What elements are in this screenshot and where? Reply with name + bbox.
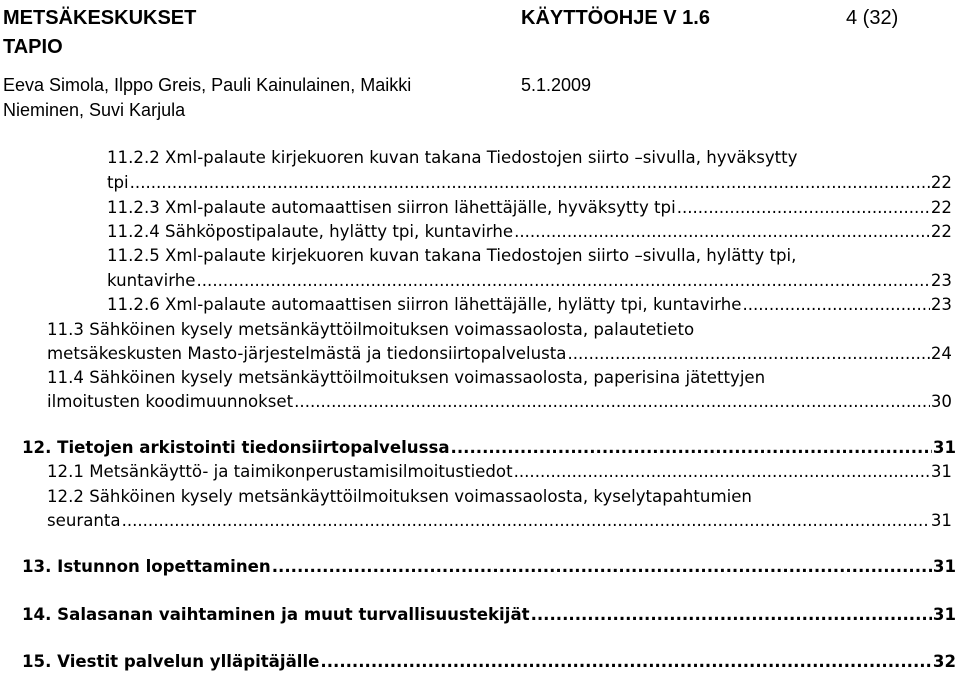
toc-dot-leader	[514, 460, 930, 484]
toc-page-number: 24	[930, 344, 952, 363]
toc-page-number: 23	[930, 295, 952, 314]
toc-entry-text: 11.3 Sähköinen kysely metsänkäyttöilmoituksen voimassaolosta, palautetieto	[47, 320, 695, 339]
authors-line-1: Eeva Simola, Ilppo Greis, Pauli Kainulainen, Maikki	[3, 75, 412, 95]
toc-entry-text: tpi	[107, 173, 129, 192]
toc-entry-text: 11.2.5 Xml-palaute kirjekuoren kuvan takana Tiedostojen siirto –sivulla, hylätty tpi,	[107, 246, 797, 265]
toc-dot-leader	[272, 555, 932, 579]
document-date: 5.1.2009	[521, 75, 592, 95]
toc-page-number: 22	[930, 198, 952, 217]
toc-entry-11-2-5-line-1[interactable]	[107, 244, 952, 268]
toc-entry-11-2-2-line-2[interactable]	[107, 171, 952, 195]
toc-entry-11-3-line-2[interactable]	[47, 342, 952, 366]
toc-entry-11-2-4[interactable]	[107, 220, 952, 244]
toc-entry-text: metsäkeskusten Masto-järjestelmästä ja tiedonsiirtopalvelusta	[47, 344, 567, 363]
toc-entry-text: 12. Tietojen arkistointi tiedonsiirtopalvelussa	[22, 438, 450, 457]
toc-entry-text: kuntavirhe	[107, 271, 196, 290]
toc-page-number: 31	[932, 557, 956, 576]
authors-line-2: Nieminen, Suvi Karjula	[3, 100, 186, 120]
toc-entry-11-3-line-1[interactable]	[47, 318, 952, 342]
toc-dot-leader	[320, 650, 932, 674]
organization-line-1: METSÄKESKUKSET	[3, 7, 197, 29]
toc-page-number: 31	[930, 462, 952, 481]
toc-entry-15[interactable]	[22, 650, 956, 674]
authors	[3, 73, 411, 123]
toc-entry-11-4-line-1[interactable]	[47, 366, 952, 390]
toc-entry-text: 14. Salasanan vaihtaminen ja muut turvallisuustekijät	[22, 605, 530, 624]
toc-page-number: 30	[930, 392, 952, 411]
toc-page-number: 31	[932, 605, 956, 624]
toc-entry-text: 11.2.3 Xml-palaute automaattisen siirron lähettäjälle, hyväksytty tpi	[107, 198, 676, 217]
toc-page-number: 22	[930, 173, 952, 192]
toc-entry-11-2-6[interactable]	[107, 293, 952, 317]
toc-dot-leader	[294, 390, 930, 414]
toc-entry-11-2-2-line-1[interactable]	[107, 146, 952, 170]
toc-entry-12-2-line-2[interactable]	[47, 509, 952, 533]
toc-entry-12-2-line-1[interactable]	[47, 485, 952, 509]
toc-dot-leader	[531, 603, 932, 627]
toc-entry-text: 15. Viestit palvelun ylläpitäjälle	[22, 652, 320, 671]
toc-entry-text: 12.2 Sähköinen kysely metsänkäyttöilmoituksen voimassaolosta, kyselytapahtumien	[47, 487, 752, 506]
toc-dot-leader	[122, 509, 930, 533]
toc-page-number: 32	[932, 652, 956, 671]
toc-entry-text: seuranta	[47, 511, 121, 530]
toc-entry-text: 11.2.4 Sähköpostipalaute, hylätty tpi, kuntavirhe	[107, 222, 514, 241]
toc-dot-leader	[197, 269, 930, 293]
organization-line-2: TAPIO	[3, 36, 63, 58]
toc-dot-leader	[451, 436, 932, 460]
toc-entry-text: 13. Istunnon lopettaminen	[22, 557, 271, 576]
toc-entry-text: ilmoitusten koodimuunnokset	[47, 392, 294, 411]
toc-page-number: 22	[930, 222, 952, 241]
toc-entry-12-1[interactable]	[47, 460, 952, 484]
toc-dot-leader	[130, 171, 930, 195]
toc-entry-text: 12.1 Metsänkäyttö- ja taimikonperustamisilmoitustiedot	[47, 462, 513, 481]
toc-entry-13[interactable]	[22, 555, 956, 579]
toc-page-number: 23	[930, 271, 952, 290]
document-title: KÄYTTÖOHJE V 1.6	[521, 7, 710, 29]
toc-entry-text: 11.2.2 Xml-palaute kirjekuoren kuvan takana Tiedostojen siirto –sivulla, hyväksytty	[107, 148, 798, 167]
toc-entry-11-2-3[interactable]	[107, 196, 952, 220]
toc-entry-11-2-5-line-2[interactable]	[107, 269, 952, 293]
toc-dot-leader	[677, 196, 930, 220]
toc-entry-12[interactable]	[22, 436, 956, 460]
toc-dot-leader	[742, 293, 929, 317]
toc-dot-leader	[567, 342, 929, 366]
organization-name	[3, 4, 196, 62]
toc-entry-11-4-line-2[interactable]	[47, 390, 952, 414]
toc-page-number: 31	[930, 511, 952, 530]
page-number: 4 (32)	[846, 7, 899, 29]
toc-page-number: 31	[932, 438, 956, 457]
toc-dot-leader	[514, 220, 930, 244]
toc-entry-text: 11.2.6 Xml-palaute automaattisen siirron lähettäjälle, hylätty tpi, kuntavirhe	[107, 295, 742, 314]
toc-entry-text: 11.4 Sähköinen kysely metsänkäyttöilmoituksen voimassaolosta, paperisina jätettyjen	[47, 368, 766, 387]
toc-entry-14[interactable]	[22, 603, 956, 627]
